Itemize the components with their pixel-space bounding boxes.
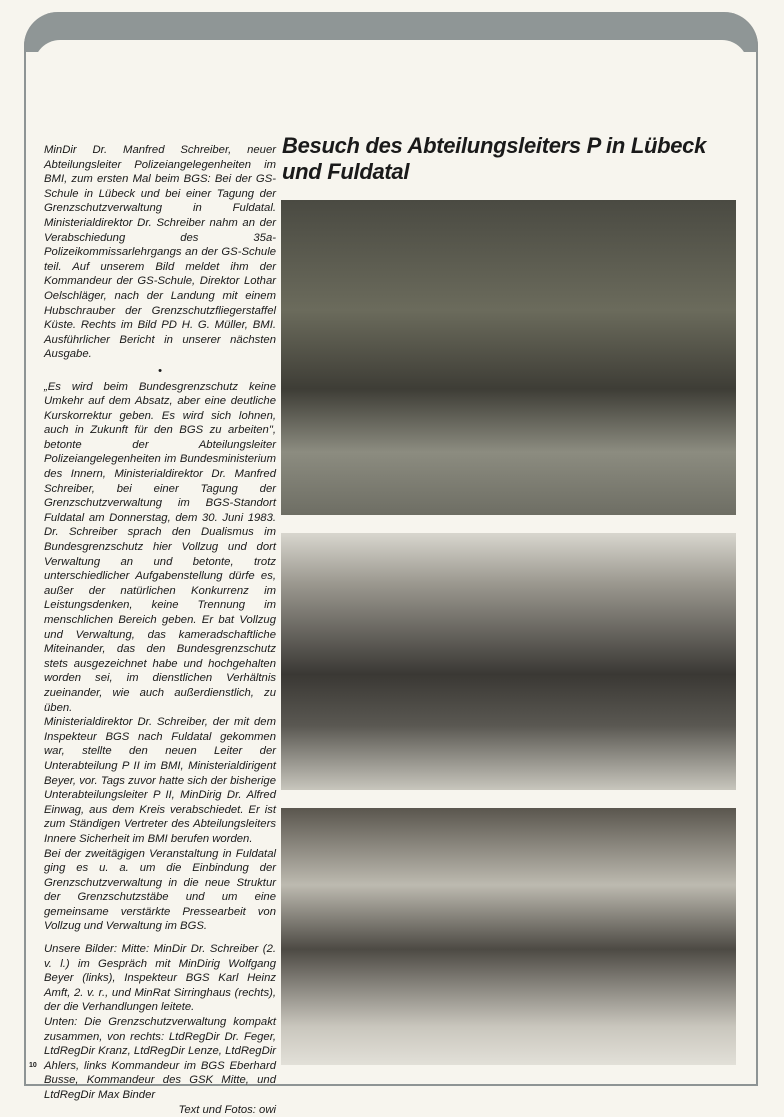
photo-caption-middle: Unsere Bilder: Mitte: MinDir Dr. Schreiber (2. v. l.) im Gespräch mit MinDirig Wolfgang Beyer (links), Inspekteur BGS Karl Heinz Amft, 2. v. r., und MinRat Sirringhaus (rechts), der die Verhandlungen leitete. bbox=[44, 943, 276, 1014]
article-body bbox=[44, 143, 276, 1117]
photo-helicopter-arrival bbox=[281, 200, 736, 515]
photo-credit: Text und Fotos: owi bbox=[178, 1103, 276, 1116]
article-paragraph: Ministerialdirektor Dr. Schreiber, der mit dem Inspekteur BGS nach Fuldatal gekommen war, stellte den neuen Leiter der Unterabteilung P II im BMI, Ministerialdirigent Beyer, vor. Tags zuvor hatte sich der bisherige Unterabteilungsleiter P II, MinDirig Dr. Alfred Einwag, aus dem Kreis verabschiedet. Er ist zum Ständigen Vertreter des Abteilungsleiters Innere Sicherheit im BMI berufen worden. bbox=[44, 716, 276, 845]
separator: • bbox=[158, 364, 162, 377]
photo-caption-bottom: Unten: Die Grenzschutzverwaltung kompakt zusammen, von rechts: LtdRegDir Dr. Feger, LtdRegDir Kranz, LtdRegDir Lenze, LtdRegDir Ahlers, links Kommandeur im BGS Eberhard Busse, Kommandeur des GSK Mitte, und LtdRegDir Max Binder bbox=[44, 1016, 276, 1101]
article-title: Besuch des Abteilungsleiters P in Lübeck und Fuldatal bbox=[282, 133, 707, 184]
page-number: 10 bbox=[29, 1062, 37, 1069]
photo-conference-table bbox=[281, 808, 736, 1065]
article-paragraph: Bei der zweitägigen Veranstaltung in Fuldatal ging es u. a. um die Einbindung der Grenzschutzverwaltung in die neue Struktur der Grenzschutzstäbe und um eine gemeinsame verstärkte Pressearbeit von Vollzug und Verwaltung im BGS. bbox=[44, 847, 276, 933]
article-paragraph: „Es wird beim Bundesgrenzschutz keine Umkehr auf dem Absatz, aber eine deutliche Kurskorrektur geben. Es wird sich lohnen, auch in Zukunft für den BGS zu arbeiten", betonte der Abteilungsleiter Polizeiangelegenheiten im Bundesministerium des Innern, Ministerialdirektor Dr. Manfred Schreiber, bei einer Tagung der Grenzschutzverwaltung im BGS-Standort Fuldatal am Donnerstag, dem 30. Juni 1983. Dr. Schreiber sprach den Dualismus im Bundesgrenzschutz hier Vollzug und dort Verwaltung an und betonte, trotz unterschiedlicher Aufgabenstellung dürfe es, außer der natürlichen Konkurrenz im Leistungsdenken, keine Trennung im menschlichen Bereich geben. Er bat Vollzug und Verwaltung, das kameradschaftliche Miteinander, das den Bundesgrenzschutz stets ausgezeichnet habe und hochgehalten worden sei, im dienstlichen Verhältnis zueinander, wie auch außerdienstlich, zu üben. bbox=[44, 380, 276, 714]
photo-meeting-discussion bbox=[281, 533, 736, 790]
photo-caption-top: MinDir Dr. Manfred Schreiber, neuer Abteilungsleiter Polizeiangelegenheiten im BMI, zum ersten Mal beim BGS: Bei der GS-Schule in Lübeck und bei einer Tagung der Grenzschutzverwaltung in Fuldatal. Ministerialdirektor Dr. Schreiber nahm an der Verabschiedung des 35a-Polizeikommissarlehrgangs an der GS-Schule teil. Auf unserem Bild meldet ihm der Kommandeur der GS-Schule, Direktor Lothar Oelschläger, nach der Landung mit einem Hubschrauber der Grenzschutzfliegerstaffel Küste. Rechts im Bild PD H. G. Müller, BMI. Ausführlicher Bericht in unserer nächsten Ausgabe. bbox=[44, 144, 276, 361]
